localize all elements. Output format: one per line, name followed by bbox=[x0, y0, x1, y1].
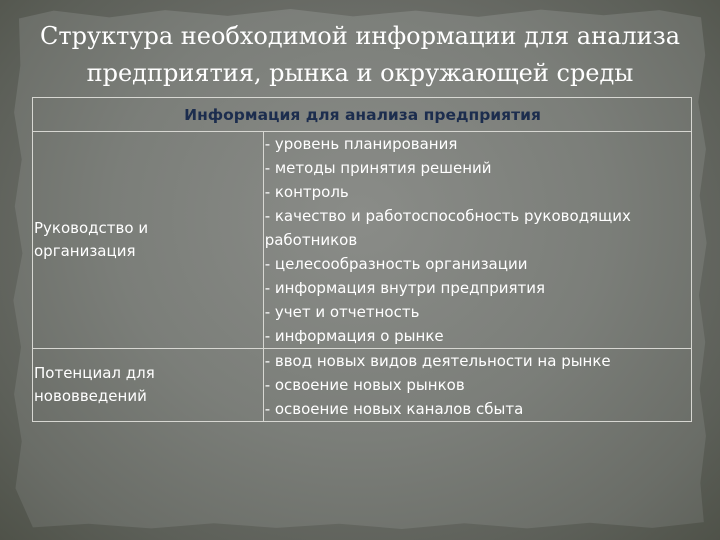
table-header-row bbox=[33, 98, 692, 132]
list-item: - освоение новых каналов сбыта bbox=[264, 400, 524, 418]
list-item: - информация о рынке bbox=[264, 327, 444, 345]
table-row bbox=[33, 349, 692, 422]
row-label-line-2: нововведений bbox=[34, 387, 147, 405]
row-label-line-1: Потенциал для bbox=[34, 364, 155, 382]
row-label-innovation bbox=[33, 349, 264, 422]
list-item: - уровень планирования bbox=[264, 135, 458, 153]
list-item: - контроль bbox=[264, 183, 349, 201]
row-items-management bbox=[263, 132, 691, 349]
table-row bbox=[33, 132, 692, 349]
list-item: - информация внутри предприятия bbox=[264, 279, 546, 297]
row-label-line-2: организация bbox=[34, 242, 136, 260]
slide-title-line-2: предприятия, рынка и окружающей среды bbox=[86, 59, 634, 87]
info-table bbox=[32, 97, 692, 422]
row-label-management bbox=[33, 132, 264, 349]
list-item: - целесообразность организации bbox=[264, 255, 528, 273]
list-item: - ввод новых видов деятельности на рынке bbox=[264, 352, 611, 370]
slide-title-line-1: Структура необходимой информации для анализа bbox=[39, 22, 681, 50]
list-item: - качество и работоспособность руководящих работников bbox=[264, 207, 631, 249]
row-label-line-1: Руководство и bbox=[34, 219, 149, 237]
list-item: - методы принятия решений bbox=[264, 159, 492, 177]
row-items-innovation bbox=[263, 349, 691, 422]
table-header-cell: Информация для анализа предприятия bbox=[33, 98, 692, 132]
slide-title bbox=[20, 18, 700, 92]
list-item: - учет и отчетность bbox=[264, 303, 420, 321]
list-item: - освоение новых рынков bbox=[264, 376, 465, 394]
